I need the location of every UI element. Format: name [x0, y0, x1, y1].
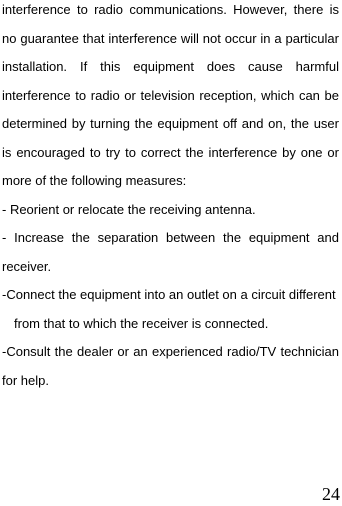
- measure-different-circuit: [2, 281, 339, 338]
- measure-reorient-antenna: - Reorient or relocate the receiving antenna.: [2, 201, 256, 217]
- page-number: 24: [322, 484, 340, 504]
- measure-different-circuit-line-1: -Connect the equipment into an outlet on a circuit different: [2, 287, 336, 302]
- measure-different-circuit-line-2: from that to which the receiver is connected.: [14, 315, 269, 331]
- intro-paragraph: interference to radio communications. However, there is no guarantee that interference will not occur in a particular installation. If this equipment does cause harmful interference to radio or television reception, which can be determined by turning the equipment off and on, the user is encouraged to try to correct the interference by one or more of the following measures:: [2, 2, 339, 188]
- body-text: [2, 0, 339, 395]
- measure-consult-dealer: -Consult the dealer or an experienced radio/TV technician for help.: [2, 344, 339, 388]
- measure-increase-separation: - Increase the separation between the equipment and receiver.: [2, 230, 339, 274]
